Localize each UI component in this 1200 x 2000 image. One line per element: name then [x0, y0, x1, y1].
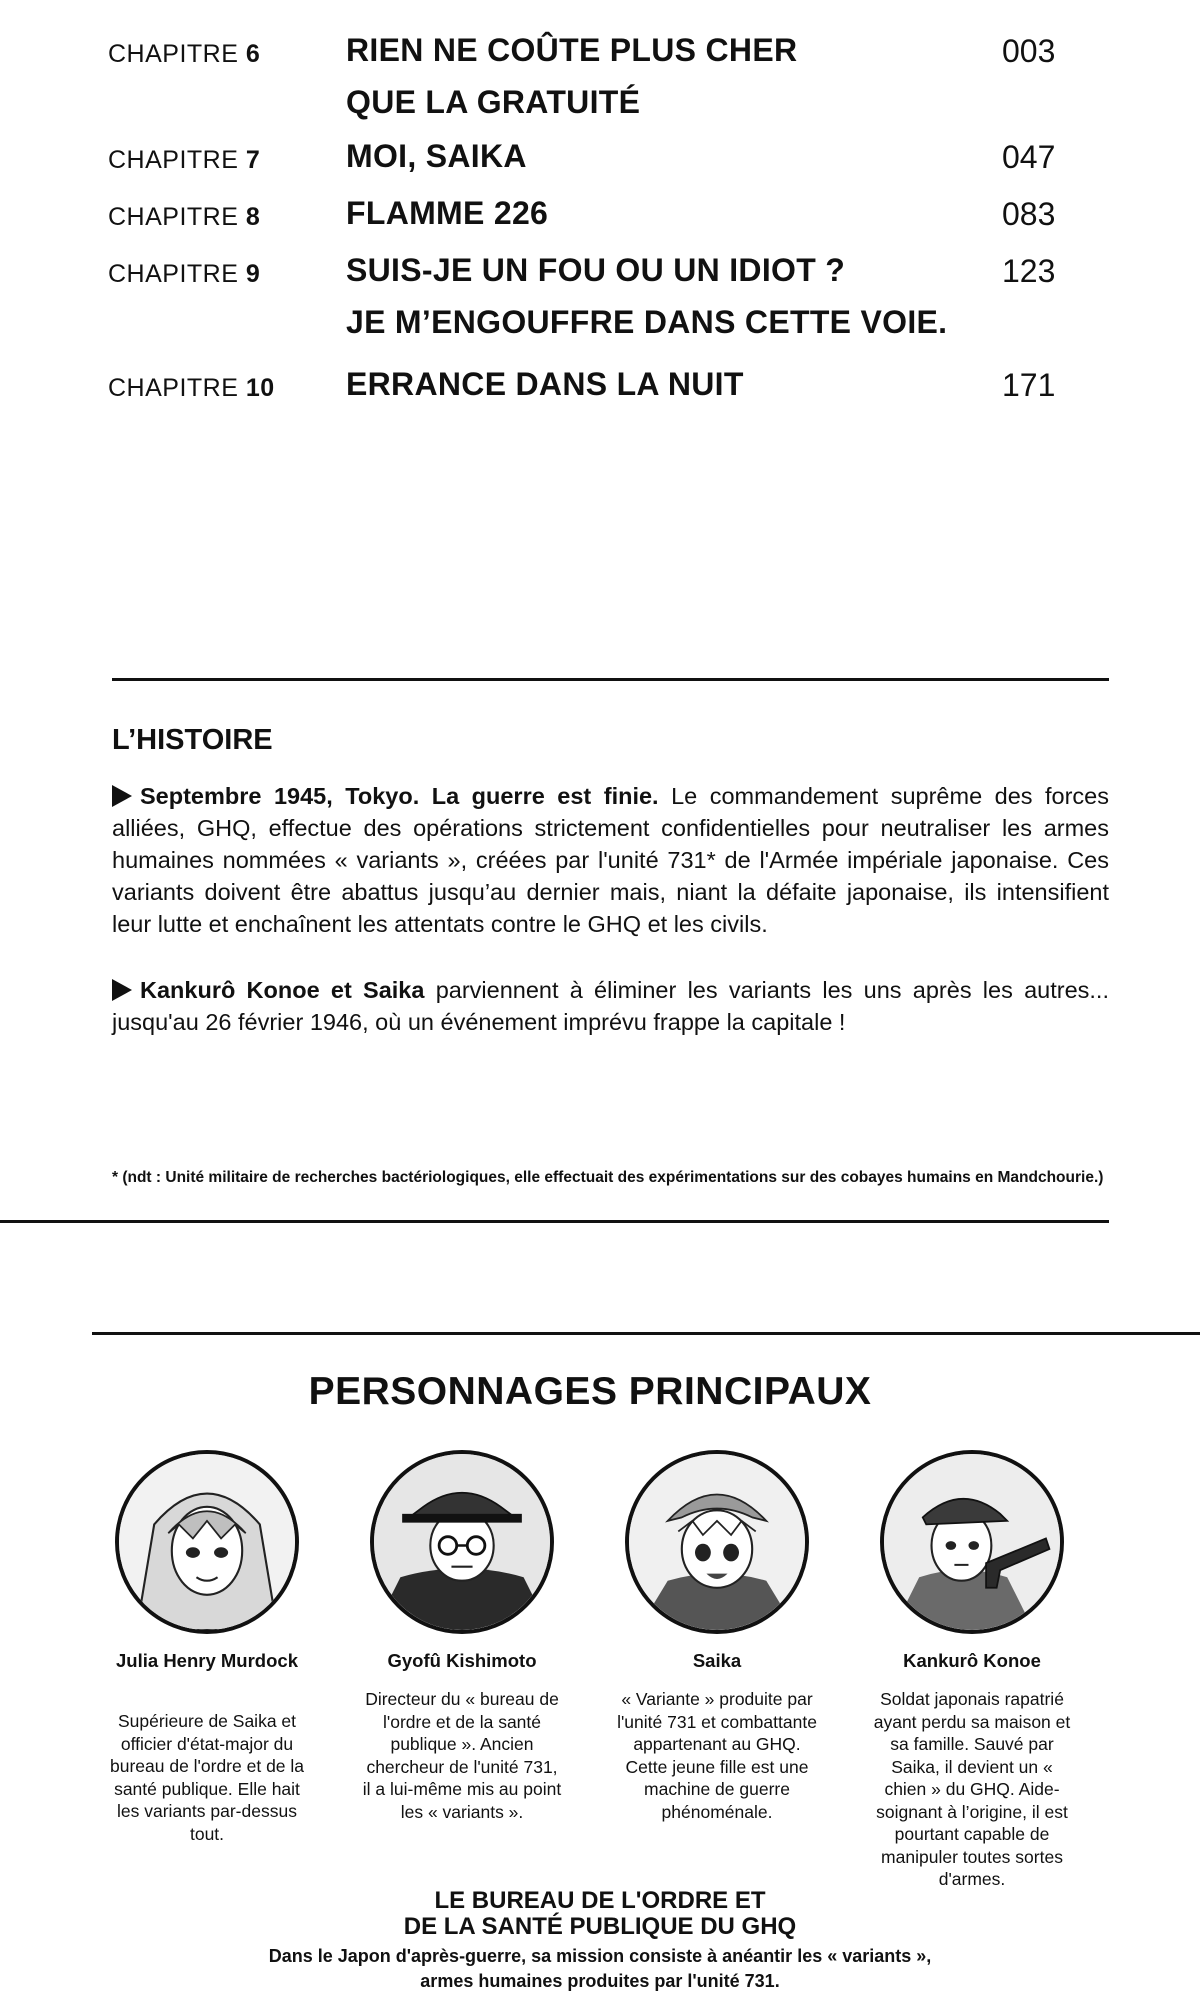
- toc-page-number: 123: [1002, 253, 1056, 289]
- toc-page-number: 171: [1002, 367, 1056, 403]
- toc-chapter-title: RIEN NE COÛTE PLUS CHER: [346, 32, 798, 68]
- divider: [92, 1332, 1200, 1335]
- divider: [0, 1220, 1109, 1223]
- toc-chapter-title: FLAMME 226: [346, 195, 549, 231]
- character-name: Kankurô Konoe: [903, 1650, 1041, 1671]
- portrait-gyofu: [370, 1450, 554, 1634]
- story-paragraph-1: Septembre 1945, Tokyo. La guerre est finie. Le commandement suprême des forces alliées, GHQ, effectue des opérations strictement confidentielles pour neutraliser les armes humaines nommées « variants », créées par l'unité 731* de l'Armée impériale japonaise. Ces variants doivent être abattus jusqu’au dernier mais, niant la défaite japonaise, ils intensifient leur lutte et enchaînent les attentats contre le GHQ et les civils.: [112, 783, 1110, 937]
- toc-chapter-label: CHAPITRE 9: [108, 260, 261, 288]
- toc-chapter-title-line2: QUE LA GRATUITÉ: [346, 84, 641, 120]
- toc-entry-8[interactable]: [0, 191, 1200, 241]
- portrait-saika: [625, 1450, 809, 1634]
- character-name: Saika: [692, 1650, 742, 1671]
- character-description: Supérieure de Saika et officier d'état-major du bureau de l'ordre et de la santé publique. Elle hait les variants par-dessus tout.: [109, 1711, 305, 1844]
- character-description: « Variante » produite par l'unité 731 et combattante appartenant au GHQ. Cette jeune fille est une machine de guerre phénoménale.: [617, 1689, 817, 1822]
- divider: [112, 678, 1109, 681]
- character-description: Soldat japonais rapatrié ayant perdu sa maison et sa famille. Sauvé par Saika, il devient un « chien » du GHQ. Aide-soignant à l’origine, il est pourtant capable de manipuler toutes sortes d'armes.: [873, 1689, 1071, 1889]
- portrait-saika-illustration: [629, 1454, 805, 1630]
- bureau-description-line-2: armes humaines produites par l'unité 731.: [420, 1971, 780, 1991]
- bureau-description: [0, 1944, 1200, 1994]
- character-description: Directeur du « bureau de l'ordre et de la santé publique ». Ancien chercheur de l'unité 731, il a lui-même mis au point les « variants ».: [362, 1689, 562, 1822]
- bureau-title-line-2: DE LA SANTÉ PUBLIQUE DU GHQ: [403, 1913, 797, 1940]
- character-name: Gyofû Kishimoto: [387, 1650, 537, 1671]
- character-name: Julia Henry Murdock: [116, 1650, 298, 1671]
- portrait-julia-illustration: [119, 1454, 295, 1630]
- toc-entry-10[interactable]: [0, 362, 1200, 412]
- toc-entry-7[interactable]: [0, 134, 1200, 184]
- toc-entry-9[interactable]: [0, 248, 1200, 340]
- characters-heading: PERSONNAGES PRINCIPAUX: [308, 1370, 872, 1413]
- toc-chapter-label: CHAPITRE 6: [108, 40, 261, 68]
- toc-chapter-label: CHAPITRE 8: [108, 203, 261, 231]
- portrait-gyofu-illustration: [374, 1454, 550, 1630]
- toc-page-number: 047: [1002, 139, 1056, 175]
- story-paragraph-2: Kankurô Konoe et Saika parviennent à éliminer les variants les uns après les autres... jusqu'au 26 février 1946, où un événement imprévu frappe la capitale !: [112, 977, 1109, 1035]
- toc-entry-6[interactable]: [0, 28, 1200, 120]
- toc-page-number: 083: [1002, 196, 1056, 232]
- triangle-bullet-icon: [112, 785, 132, 807]
- bureau-title-line-1: LE BUREAU DE L'ORDRE ET: [434, 1887, 766, 1914]
- portrait-kankuro: [880, 1450, 1064, 1634]
- story-heading: L’HISTOIRE: [112, 724, 273, 756]
- triangle-bullet-icon: [112, 979, 132, 1001]
- toc-page-number: 003: [1002, 33, 1056, 69]
- toc-chapter-title: ERRANCE DANS LA NUIT: [346, 366, 744, 402]
- toc-chapter-label: CHAPITRE 10: [108, 374, 275, 402]
- toc-chapter-title: MOI, SAIKA: [346, 138, 527, 174]
- portrait-julia: [115, 1450, 299, 1634]
- toc-chapter-label: CHAPITRE 7: [108, 146, 261, 174]
- portrait-kankuro-illustration: [884, 1454, 1060, 1630]
- toc-chapter-title-line2: JE M’ENGOUFFRE DANS CETTE VOIE.: [346, 304, 948, 340]
- footnote: * (ndt : Unité militaire de recherches bactériologiques, elle effectuait des expérimentations sur des cobayes humains en Mandchourie.): [112, 1169, 1104, 1186]
- bureau-title: [0, 1888, 1200, 1940]
- toc-chapter-title: SUIS-JE UN FOU OU UN IDIOT ?: [346, 252, 846, 288]
- bureau-description-line-1: Dans le Japon d'après-guerre, sa mission consiste à anéantir les « variants »,: [268, 1946, 932, 1966]
